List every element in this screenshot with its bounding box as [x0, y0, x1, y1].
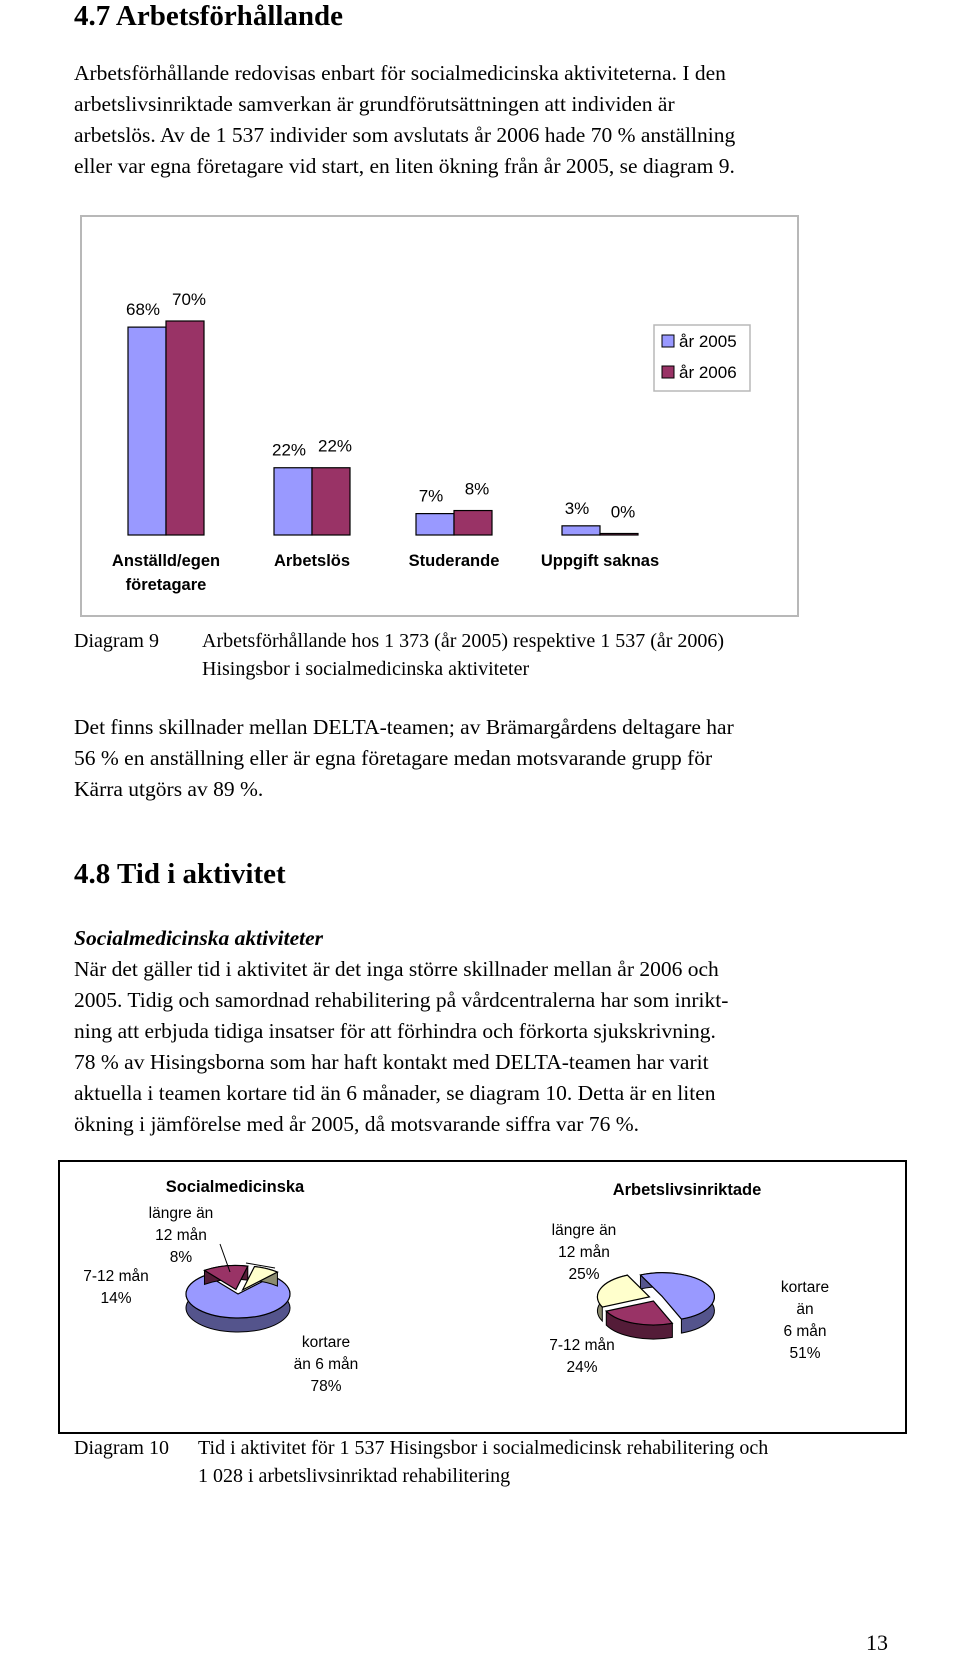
- legend: [654, 325, 750, 391]
- bar-chart: [82, 217, 797, 615]
- pie-slice-label: längre än: [148, 1205, 214, 1222]
- category-label: Arbetslös: [273, 552, 351, 570]
- bar-value-label: 22%: [271, 440, 307, 460]
- paragraph-line: Arbetsförhållande redovisas enbart för socialmedicinska aktiviteterna. I den: [74, 61, 726, 85]
- caption-text-line: 1 028 i arbetslivsinriktad rehabilitering: [198, 1465, 511, 1487]
- category-label: Uppgift saknas: [540, 552, 660, 570]
- pie-slice-label: än: [796, 1301, 814, 1318]
- pie-slice-label: 24%: [566, 1359, 598, 1376]
- paragraph-line: ning att erbjuda tidiga insatser för att förhindra och förkorta sjukskrivning.: [74, 1019, 716, 1043]
- legend-label: år 2005: [679, 332, 737, 351]
- bar: [600, 534, 638, 536]
- pie-slice-label: 7-12 mån: [83, 1268, 149, 1285]
- bar: [166, 321, 204, 535]
- section-paragraph: [74, 954, 894, 1140]
- paragraph-line: aktuella i teamen kortare tid än 6 månader, se diagram 10. Detta är en liten: [74, 1081, 716, 1105]
- bar-value-label: 68%: [125, 300, 161, 320]
- pie-slice-label: än 6 mån: [293, 1356, 359, 1373]
- pie-slice-label: 7-12 mån: [549, 1337, 615, 1354]
- pie-slice-label: 8%: [169, 1249, 193, 1266]
- pie-title: Socialmedicinska: [165, 1178, 305, 1196]
- category-label: Studerande: [408, 552, 500, 570]
- bar: [274, 468, 312, 535]
- paragraph-line: ökning i jämförelse med år 2005, då motsvarande siffra var 76 %.: [74, 1112, 640, 1136]
- legend-swatch: [662, 335, 674, 347]
- pie-chart: [83, 1178, 358, 1395]
- section-heading: 4.7 Arbetsförhållande: [74, 0, 344, 32]
- pie-slice-label: 12 mån: [558, 1244, 610, 1261]
- category-label: företagare: [125, 576, 207, 594]
- bar: [562, 526, 600, 535]
- bar: [416, 514, 454, 535]
- section-heading: 4.8 Tid i aktivitet: [74, 858, 286, 890]
- legend-label: år 2006: [679, 363, 737, 382]
- bar-value-label: 8%: [464, 479, 490, 499]
- pie-slice-label: 25%: [568, 1266, 600, 1283]
- pie-slice-label: kortare: [301, 1334, 351, 1351]
- pie-title: Arbetslivsinriktade: [612, 1181, 762, 1199]
- pie-slice-label: 12 mån: [155, 1227, 207, 1244]
- caption-label: Diagram 10: [74, 1437, 169, 1459]
- legend-swatch: [662, 366, 674, 378]
- bar-value-label: 22%: [317, 436, 353, 456]
- caption-text-line: Hisingsbor i socialmedicinska aktiviteter: [202, 658, 530, 680]
- paragraph-line: Kärra utgörs av 89 %.: [74, 777, 264, 801]
- pie-slice-label: 6 mån: [783, 1323, 827, 1340]
- pie-charts: [60, 1162, 905, 1432]
- pie-charts-container: [58, 1160, 907, 1434]
- category-label: Anställd/egen: [111, 552, 221, 570]
- paragraph-line: 78 % av Hisingsborna som har haft kontakt med DELTA-teamen har varit: [74, 1050, 709, 1074]
- caption-label: Diagram 9: [74, 630, 159, 652]
- bar: [312, 468, 350, 535]
- bar: [454, 511, 492, 535]
- pie-slice-label: kortare: [780, 1279, 830, 1296]
- paragraph-line: arbetslös. Av de 1 537 individer som avslutats år 2006 hade 70 % anställning: [74, 123, 736, 147]
- bar: [128, 327, 166, 535]
- paragraph-line: 56 % en anställning eller är egna företagare medan motsvarande grupp för: [74, 746, 713, 770]
- pie-slice-label: 51%: [789, 1345, 821, 1362]
- bar-chart-container: [80, 215, 799, 617]
- bar-value-label: 7%: [418, 486, 444, 506]
- pie-slice-label: längre än: [551, 1222, 617, 1239]
- bar-value-label: 0%: [610, 502, 636, 522]
- subheading: Socialmedicinska aktiviteter: [74, 926, 324, 950]
- paragraph-line: 2005. Tidig och samordnad rehabilitering på vårdcentralerna har som inrikt-: [74, 988, 729, 1012]
- caption-text-line: Tid i aktivitet för 1 537 Hisingsbor i socialmedicinsk rehabilitering och: [198, 1437, 769, 1459]
- paragraph-line: eller var egna företagare vid start, en liten ökning från år 2005, se diagram 9.: [74, 154, 735, 178]
- paragraph-line: När det gäller tid i aktivitet är det inga större skillnader mellan år 2006 och: [74, 957, 719, 981]
- paragraph-line: arbetslivsinriktade samverkan är grundförutsättningen att individen är: [74, 92, 675, 116]
- page-number: 13: [866, 1630, 888, 1655]
- pie-chart: [549, 1181, 829, 1376]
- bar-value-label: 70%: [171, 290, 207, 309]
- delta-paragraph: [74, 712, 894, 805]
- caption-text-line: Arbetsförhållande hos 1 373 (år 2005) respektive 1 537 (år 2006): [202, 630, 725, 652]
- paragraph-line: Det finns skillnader mellan DELTA-teamen; av Brämargårdens deltagare har: [74, 715, 734, 739]
- pie-slice-label: 14%: [100, 1290, 132, 1307]
- section-paragraph: [74, 58, 894, 182]
- pie-slice-label: 78%: [310, 1378, 342, 1395]
- bar-value-label: 3%: [564, 498, 590, 518]
